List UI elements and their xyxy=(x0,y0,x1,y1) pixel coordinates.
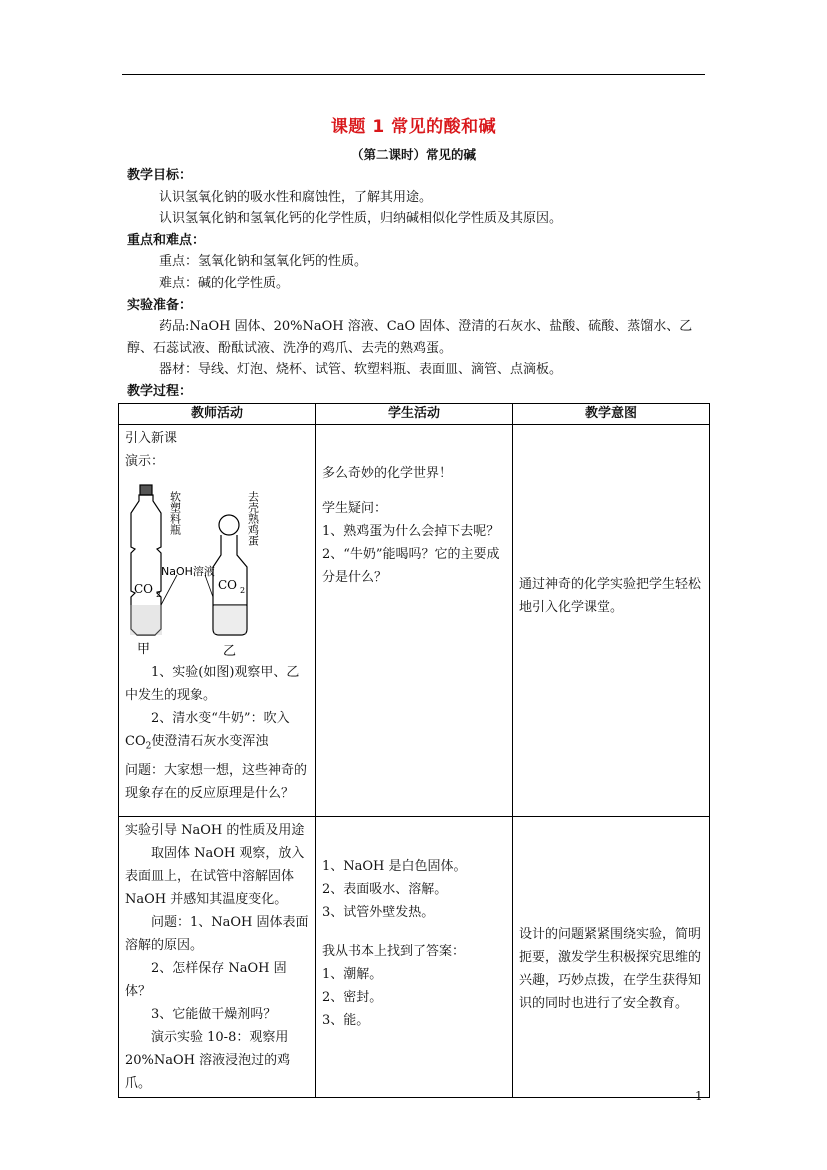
student-cell xyxy=(315,817,512,1098)
experiment-figure xyxy=(125,479,295,657)
student-question: 2、“牛奶”能喝吗？它的主要成分是什么？ xyxy=(321,547,500,585)
bottle-label: 软塑料瓶 xyxy=(168,491,182,535)
page-subtitle: （第二课时）常见的碱 xyxy=(350,147,476,162)
co2-label: CO xyxy=(218,578,238,592)
teacher-cell xyxy=(119,425,316,817)
co2-subscript: 2 xyxy=(145,741,152,752)
prep-equipment: 器材：导线、灯泡、烧杯、试管、软塑料瓶、表面皿、滴管、点滴板。 xyxy=(159,362,563,378)
co2-subscript: 2 xyxy=(240,586,246,595)
goals-heading: 教学目标： xyxy=(127,168,193,183)
teacher-demo: 演示实验 10-8：观察用 20%NaOH 溶液浸泡过的鸡爪。 xyxy=(125,1030,291,1091)
prep-drugs: 药品:NaOH 固体、20%NaOH 溶液、CaO 固体、澄清的石灰水、盐酸、硫酸、蒸馏水、乙 xyxy=(159,319,693,335)
student-answer: 1、潮解。 xyxy=(321,967,383,982)
teacher-demo: 演示： xyxy=(125,454,165,469)
key-item: 重点：氢氧化钠和氢氧化钙的性质。 xyxy=(159,254,368,270)
intent-cell xyxy=(512,425,709,817)
process-heading: 教学过程： xyxy=(127,383,193,399)
flask-icon xyxy=(213,515,247,635)
teacher-question: 3、它能做干燥剂吗？ xyxy=(151,1007,277,1022)
table-row xyxy=(119,817,710,1098)
teacher-title: 实验引导 NaOH 的性质及用途 xyxy=(125,823,305,838)
teacher-question: 2、怎样保存 NaOH 固体？ xyxy=(125,961,287,999)
teacher-point: 取固体 NaOH 观察，放入表面皿上，在试管中溶解固体 NaOH 并感知其温度变化。 xyxy=(125,846,305,907)
co2-subscript: 2 xyxy=(156,590,162,599)
header-teacher: 教师活动 xyxy=(119,404,316,425)
student-cell xyxy=(315,425,512,817)
header-intent: 教学意图 xyxy=(512,404,709,425)
student-found: 我从书本上找到了答案： xyxy=(321,944,465,959)
co2-label: CO xyxy=(134,582,154,596)
plastic-bottle-icon xyxy=(130,485,162,635)
intent-text: 设计的问题紧紧围绕实验，简明扼要，激发学生积极探究思维的兴趣，巧妙点拨，在学生获得知识的同时也进行了安全教育。 xyxy=(518,927,701,1011)
page-title: 课题 1 常见的酸和碱 xyxy=(330,117,497,137)
teacher-intro: 引入新课 xyxy=(125,431,178,446)
teacher-cell xyxy=(119,817,316,1098)
student-answer: 2、密封。 xyxy=(321,990,383,1005)
page-number: 1 xyxy=(695,1089,703,1103)
prep-heading: 实验准备： xyxy=(127,297,193,313)
goal-item: 认识氢氧化钠的吸水性和腐蚀性，了解其用途。 xyxy=(159,189,433,205)
table-header-row xyxy=(119,404,710,425)
student-wonder: 多么奇妙的化学世界！ xyxy=(321,466,452,481)
teacher-question: 问题：大家想一想，这些神奇的现象存在的反应原理是什么？ xyxy=(125,762,308,801)
key-item: 难点：碱的化学性质。 xyxy=(159,275,290,291)
caption-yi: 乙 xyxy=(223,644,237,657)
student-answer: 3、能。 xyxy=(321,1013,370,1028)
naoh-solution-label: NaOH溶液 xyxy=(161,565,215,578)
intent-cell xyxy=(512,817,709,1098)
student-answer: 2、表面吸水、溶解。 xyxy=(321,882,448,897)
intent-text: 通过神奇的化学实验把学生轻松地引入化学课堂。 xyxy=(518,577,701,615)
intro-section xyxy=(127,165,717,403)
student-question-heading: 学生疑问： xyxy=(321,501,387,516)
student-question: 1、熟鸡蛋为什么会掉下去呢？ xyxy=(321,524,500,539)
header-rule xyxy=(122,74,705,75)
table-row xyxy=(119,425,710,817)
teacher-point xyxy=(125,707,309,759)
teacher-point-text: 2、清水变“牛奶”：吹入 CO xyxy=(125,711,290,749)
teacher-question: 问题：1、NaOH 固体表面溶解的原因。 xyxy=(125,915,309,953)
flask-label: 去壳熟鸡蛋 xyxy=(246,491,260,546)
header-student: 学生活动 xyxy=(315,404,512,425)
lesson-table xyxy=(118,403,710,1098)
prep-drugs-cont: 醇、石蕊试液、酚酞试液、洗净的鸡爪、去壳的熟鸡蛋。 xyxy=(127,340,453,356)
student-answer: 3、试管外壁发热。 xyxy=(321,905,435,920)
keys-heading: 重点和难点： xyxy=(127,232,206,248)
teacher-point: 1、实验(如图)观察甲、乙中发生的现象。 xyxy=(125,665,300,703)
caption-jia: 甲 xyxy=(137,642,151,657)
goal-item: 认识氢氧化钠和氢氧化钙的化学性质，归纳碱相似化学性质及其原因。 xyxy=(159,211,563,227)
student-answer: 1、NaOH 是白色固体。 xyxy=(321,859,467,874)
teacher-point-text: 使澄清石灰水变浑浊 xyxy=(151,734,269,749)
